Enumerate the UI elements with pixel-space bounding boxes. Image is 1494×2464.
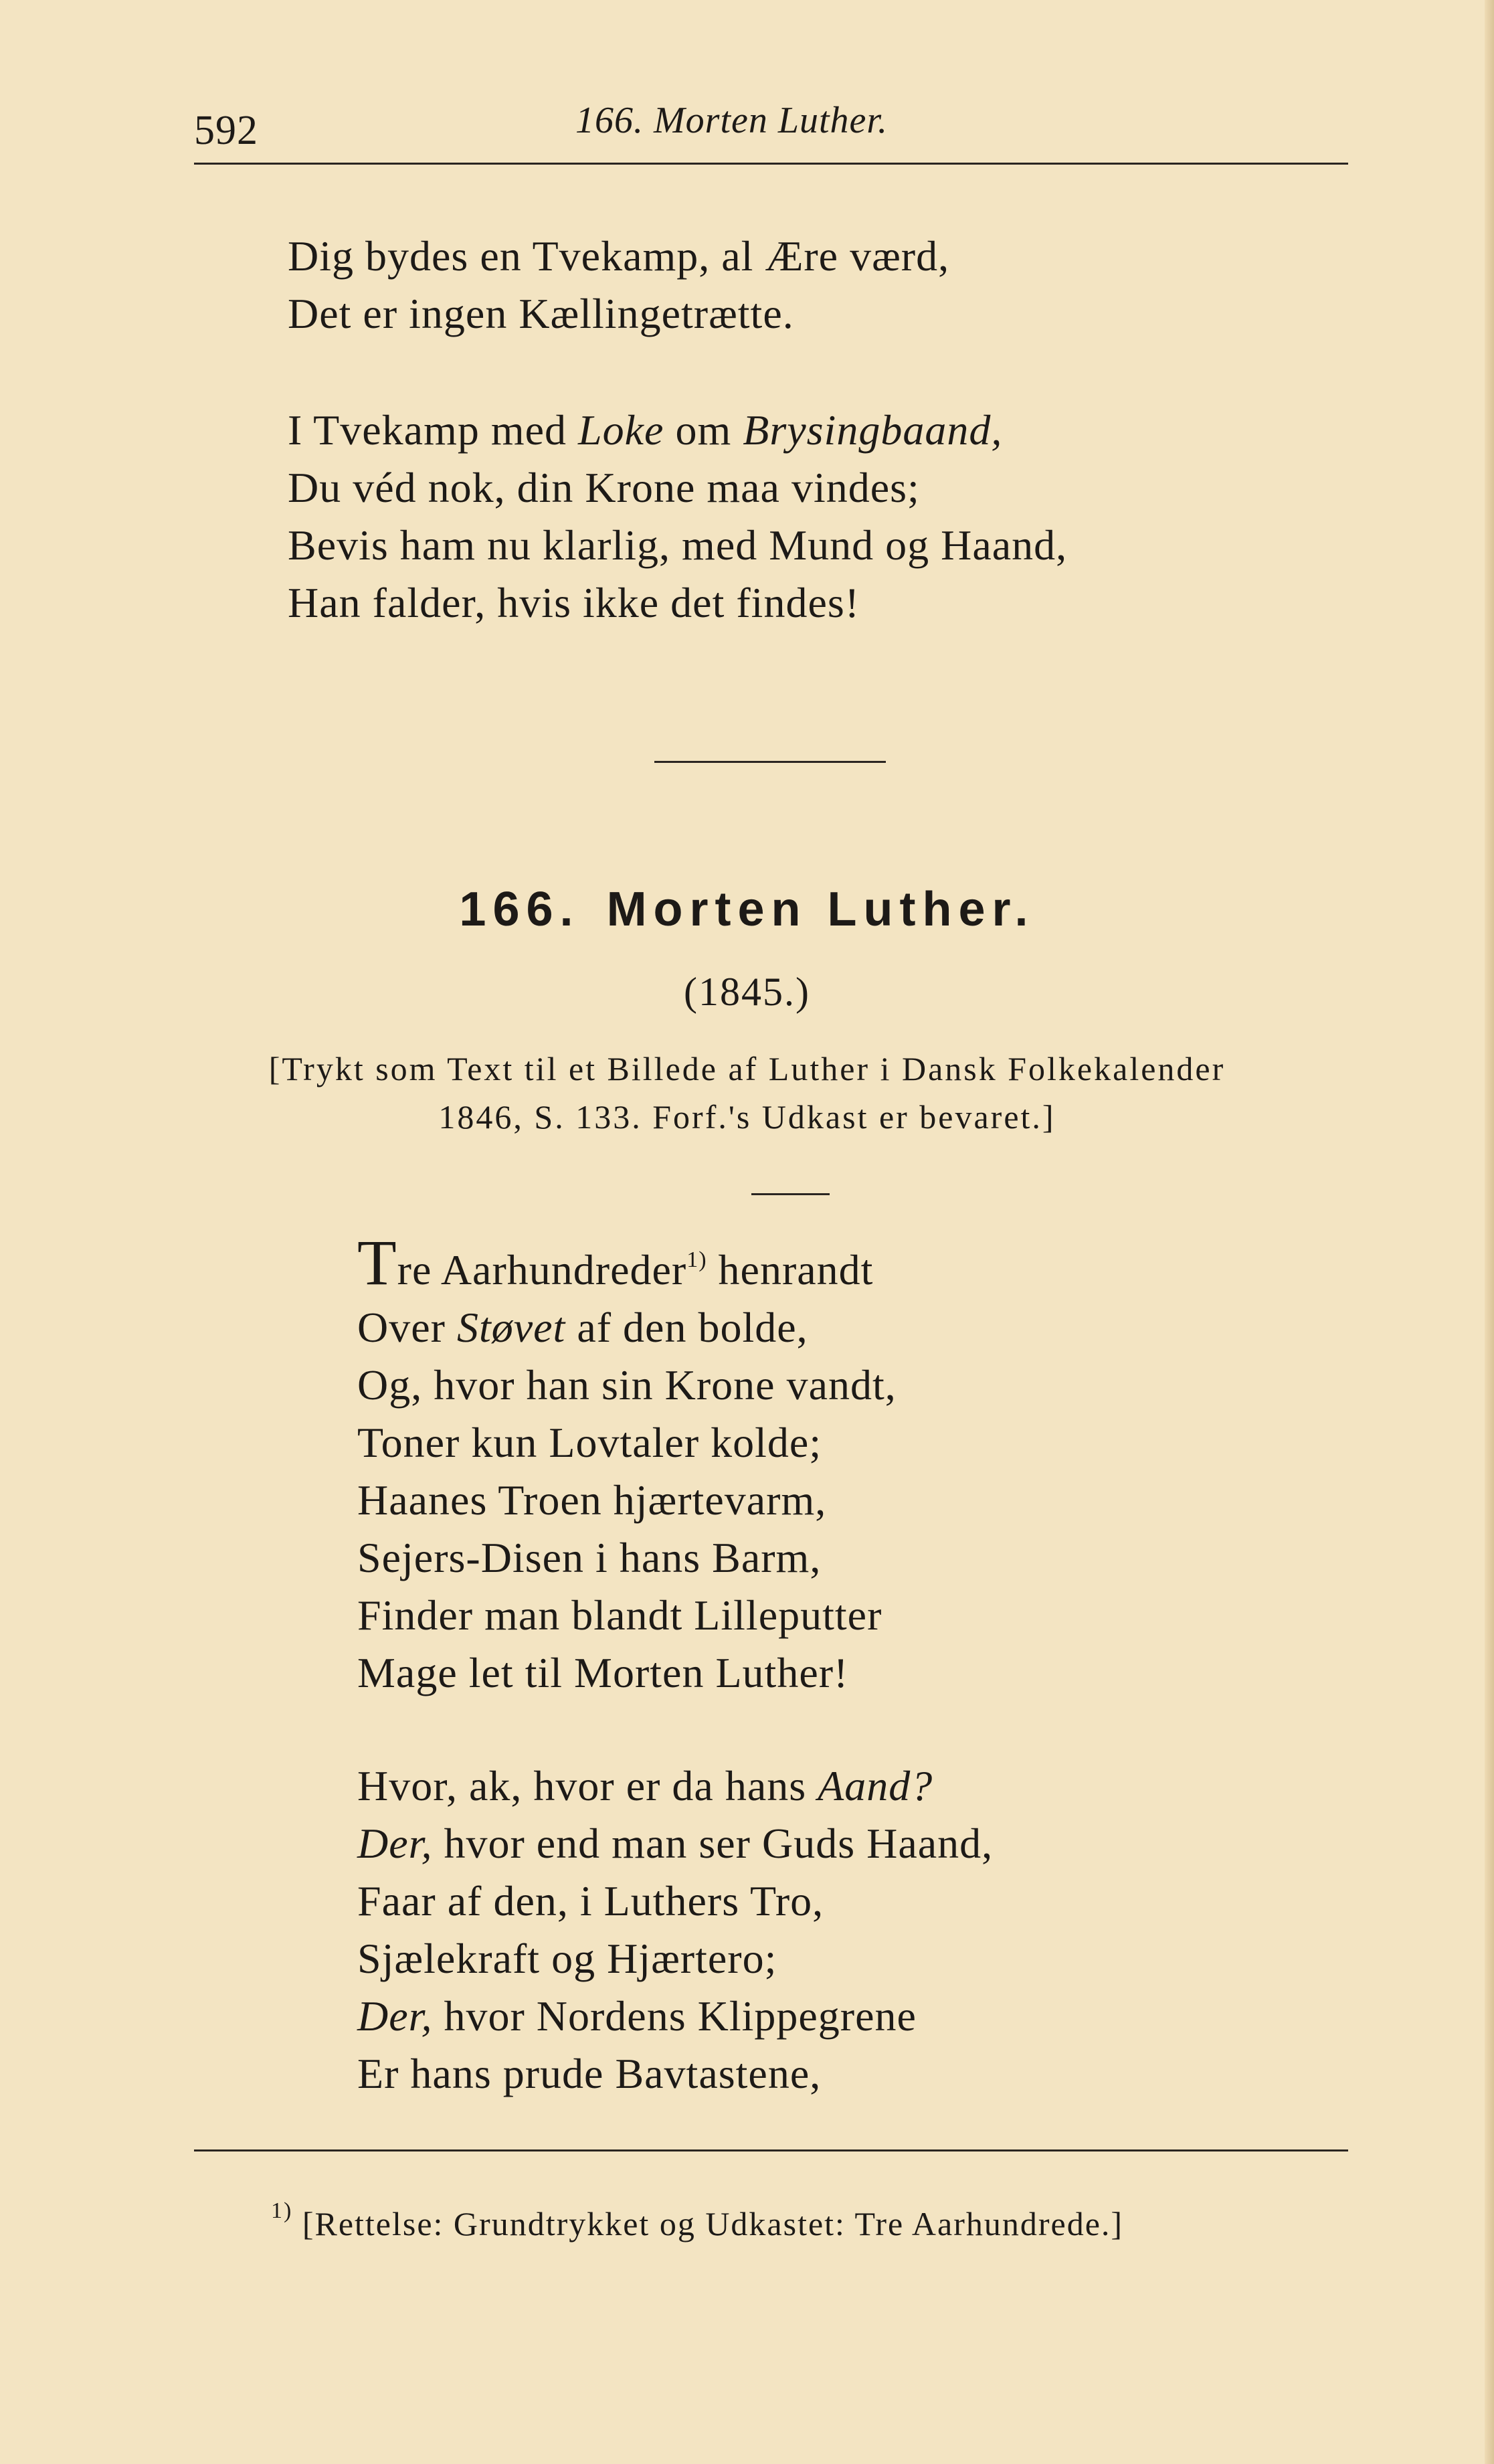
verse-line: Der, hvor end man ser Guds Haand, <box>357 1820 994 1867</box>
italic-name-brysingbaand: Brysingbaand, <box>743 406 1003 454</box>
verse-line: Og, hvor han sin Krone vandt, <box>357 1361 897 1409</box>
verse-line: Sejers-Disen i hans Barm, <box>357 1534 822 1581</box>
verse-line: Det er ingen Kællingetrætte. <box>288 290 794 337</box>
editorial-note-line-1: [Trykt som Text til et Billede af Luther i Dansk Folkekalender <box>268 1050 1226 1087</box>
poem-number: 166. <box>459 883 580 936</box>
italic-name-loke: Loke <box>578 406 664 454</box>
stanza-1 <box>288 228 949 343</box>
editorial-note-line-2: 1846, S. 133. Forf.'s Udkast er bevaret.] <box>438 1098 1056 1136</box>
italic-word-der: Der, <box>357 1992 433 2040</box>
italic-word-der: Der, <box>357 1820 433 1867</box>
poem-year: (1845.) <box>684 970 810 1014</box>
verse-line: Tre Aarhundreder$^{1)}$ henrandt <box>357 1227 874 1298</box>
page-edge <box>1485 0 1494 2464</box>
footnote-mark: 1) <box>271 2198 293 2223</box>
verse-line: I Tvekamp med Loke om Brysingbaand, <box>288 406 1003 454</box>
footnote-reference: 1) <box>686 1247 707 1272</box>
running-title: 166. Morten Luther. <box>575 100 888 141</box>
verse-line: Hvor, ak, hvor er da hans Aand? <box>357 1762 933 1810</box>
verse-line: Bevis ham nu klarlig, med Mund og Haand, <box>288 521 1068 569</box>
verse-line: Han falder, hvis ikke det findes! <box>288 579 860 626</box>
section-divider <box>654 761 886 763</box>
stanza-2 <box>288 402 1067 632</box>
page-number: 592 <box>194 108 258 153</box>
poem-title: Morten Luther. <box>606 883 1035 936</box>
verse-line: Der, hvor Nordens Klippegrene <box>357 1992 917 2040</box>
note-divider <box>751 1193 830 1195</box>
drop-cap: T <box>357 1227 397 1298</box>
footnote-rule <box>194 2149 1348 2151</box>
verse-line: Mage let til Morten Luther! <box>357 1649 849 1696</box>
verse-line: Faar af den, i Luthers Tro, <box>357 1877 824 1925</box>
verse-line: Er hans prude Bavtastene, <box>357 2050 822 2097</box>
verse-line: Finder man blandt Lilleputter <box>357 1591 882 1639</box>
verse-line: Toner kun Lovtaler kolde; <box>357 1419 822 1466</box>
running-header <box>0 79 1494 153</box>
verse-line: Over Støvet af den bolde, <box>357 1304 808 1351</box>
italic-word-stovet: Støvet <box>456 1304 566 1351</box>
stanza-3 <box>357 1227 897 1702</box>
verse-line: Dig bydes en Tvekamp, al Ære værd, <box>288 232 950 280</box>
verse-line: Du véd nok, din Krone maa vindes; <box>288 464 920 511</box>
footnote-text: [Rettelse: Grundtrykket og Udkastet: Tre Aarhundrede.] <box>292 2205 1124 2242</box>
header-rule <box>194 163 1348 165</box>
verse-line: Haanes Troen hjærtevarm, <box>357 1476 827 1524</box>
poem-heading <box>0 882 1494 937</box>
italic-word-aand: Aand? <box>818 1762 933 1810</box>
verse-line: Sjælekraft og Hjærtero; <box>357 1935 777 1982</box>
stanza-4 <box>357 1757 993 2103</box>
footnote <box>271 2198 1123 2243</box>
